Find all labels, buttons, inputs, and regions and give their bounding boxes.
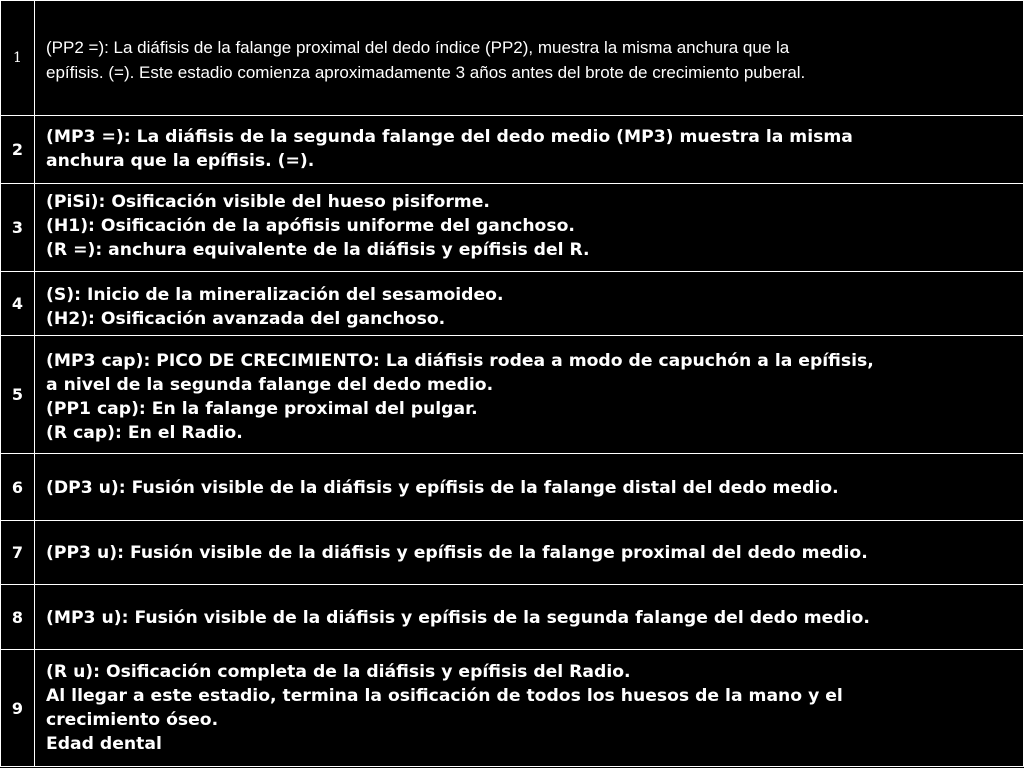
- description-line: Edad dental: [46, 734, 162, 754]
- description-line: epífisis. (=). Este estadio comienza aproximadamente 3 años antes del brote de crecimiento puberal.: [46, 63, 806, 82]
- stage-description: [35, 336, 1024, 453]
- description-line: (MP3 cap): PICO DE CRECIMIENTO: La diáfisis rodea a modo de capuchón a la epífisis,: [46, 351, 874, 371]
- stage-row-1: [0, 0, 1024, 115]
- stage-number: 9: [0, 650, 35, 766]
- stage-row-7: [0, 520, 1024, 584]
- stage-row-8: [0, 584, 1024, 649]
- stage-description: [35, 454, 1024, 520]
- description-line: (S): Inicio de la mineralización del sesamoideo.: [46, 285, 504, 305]
- stage-row-3: [0, 183, 1024, 271]
- stage-description: [35, 1, 1024, 115]
- stage-description: [35, 116, 1024, 183]
- stage-number: 6: [0, 454, 35, 520]
- description-line: (PP2 =): La diáfisis de la falange proximal del dedo índice (PP2), muestra la misma anchura que la: [46, 38, 790, 57]
- stage-description: [35, 650, 1024, 766]
- stage-row-5: [0, 335, 1024, 453]
- description-line: (H1): Osificación de la apófisis uniforme del ganchoso.: [46, 216, 575, 236]
- description-line: (H2): Osificación avanzada del ganchoso.: [46, 309, 446, 329]
- stage-number: 2: [0, 116, 35, 183]
- description-line: (PiSi): Osificación visible del hueso pisiforme.: [46, 192, 490, 212]
- stage-number: 1: [0, 1, 35, 115]
- stage-row-4: [0, 271, 1024, 335]
- stage-number: 4: [0, 272, 35, 335]
- stage-description: [35, 585, 1024, 649]
- stage-number: 5: [0, 336, 35, 453]
- stage-row-6: [0, 453, 1024, 520]
- stage-row-2: [0, 115, 1024, 183]
- stage-description: [35, 272, 1024, 335]
- stage-number: 3: [0, 184, 35, 271]
- description-line: (DP3 u): Fusión visible de la diáfisis y epífisis de la falange distal del dedo medio.: [46, 478, 839, 498]
- description-line: (R =): anchura equivalente de la diáfisis y epífisis del R.: [46, 240, 590, 260]
- stage-number: 8: [0, 585, 35, 649]
- description-line: Al llegar a este estadio, termina la osificación de todos los huesos de la mano y el: [46, 686, 843, 706]
- stage-row-9: [0, 649, 1024, 767]
- description-line: a nivel de la segunda falange del dedo medio.: [46, 375, 494, 395]
- stage-description: [35, 521, 1024, 584]
- description-line: (MP3 =): La diáfisis de la segunda falange del dedo medio (MP3) muestra la misma: [46, 127, 853, 147]
- description-line: (R u): Osificación completa de la diáfisis y epífisis del Radio.: [46, 662, 631, 682]
- description-line: crecimiento óseo.: [46, 710, 219, 730]
- description-line: (MP3 u): Fusión visible de la diáfisis y epífisis de la segunda falange del dedo medio.: [46, 608, 870, 628]
- stage-description: [35, 184, 1024, 271]
- description-line: (PP3 u): Fusión visible de la diáfisis y epífisis de la falange proximal del dedo medio.: [46, 543, 868, 563]
- description-line: (R cap): En el Radio.: [46, 423, 243, 443]
- description-line: (PP1 cap): En la falange proximal del pulgar.: [46, 399, 478, 419]
- description-line: anchura que la epífisis. (=).: [46, 151, 315, 171]
- stage-number: 7: [0, 521, 35, 584]
